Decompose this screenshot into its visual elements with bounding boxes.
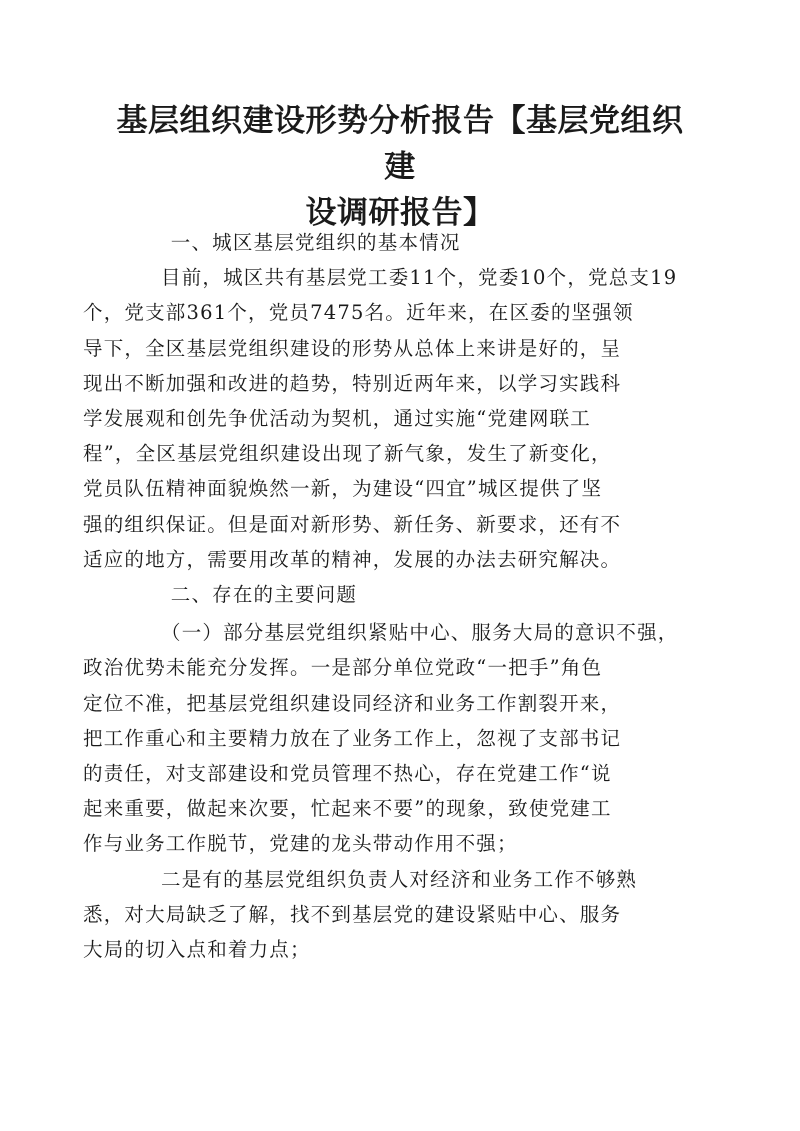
heading-line: 一、城区基层党组织的基本情况 [170, 231, 461, 254]
paragraph-line: 把工作重心和主要精力放在了业务工作上，忽视了支部书记 [83, 726, 622, 750]
paragraph-line: 导下，全区基层党组织建设的形势从总体上来讲是好的，呈 [83, 336, 622, 360]
paragraph-line: 政治优势未能充分发挥。一是部分单位党政“一把手”角色 [83, 656, 603, 680]
paragraph-line: 现出不断加强和改进的趋势，特别近两年来，以学习实践科 [83, 371, 622, 395]
paragraph-line: 学发展观和创先争优活动为契机，通过实施“党建网联工 [83, 407, 591, 431]
paragraph-line: 的责任，对支部建设和党员管理不热心，存在党建工作“说 [83, 762, 612, 786]
paragraph-line: 党员队伍精神面貌焕然一新，为建设“四宜”城区提供了坚 [83, 477, 603, 501]
paragraph-line: 二是有的基层党组织负责人对经济和业务工作不够熟 [161, 867, 638, 891]
paragraph-problem-2 [83, 862, 688, 968]
paragraph-basic-situation [83, 260, 688, 577]
paragraph-line: 程”，全区基层党组织建设出现了新气象，发生了新变化， [83, 442, 612, 466]
paragraph-line: （一）部分基层党组织紧贴中心、服务大局的意识不强， [161, 621, 679, 645]
paragraph-line: 个，党支部361个，党员7475名。近年来，在区委的坚强领 [83, 301, 634, 325]
paragraph-line: 大局的切入点和着力点； [83, 938, 311, 962]
paragraph-line: 定位不准，把基层党组织建设同经济和业务工作割裂开来， [83, 691, 622, 715]
document-body [83, 225, 688, 967]
title-line-1: 基层组织建设形势分析报告【基层党组织建 [116, 103, 684, 185]
paragraph-problem-1 [83, 615, 688, 861]
paragraph-line: 悉，对大局缺乏了解，找不到基层党的建设紧贴中心、服务 [83, 902, 622, 926]
title-line-2: 设调研报告】 [305, 195, 495, 231]
paragraph-line: 目前，城区共有基层党工委11个，党委10个，党总支19 [161, 266, 678, 290]
paragraph-line: 强的组织保证。但是面对新形势、新任务、新要求，还有不 [83, 512, 622, 536]
section-heading-1 [122, 225, 688, 260]
paragraph-line: 适应的地方，需要用改革的精神，发展的办法去研究解决。 [83, 547, 622, 571]
paragraph-line: 作与业务工作脱节，党建的龙头带动作用不强； [83, 832, 518, 856]
paragraph-line: 起来重要，做起来次要，忙起来不要”的现象，致使党建工 [83, 797, 612, 821]
heading-line: 二、存在的主要问题 [170, 583, 358, 607]
document-title [110, 98, 690, 236]
section-heading-2 [122, 577, 688, 612]
